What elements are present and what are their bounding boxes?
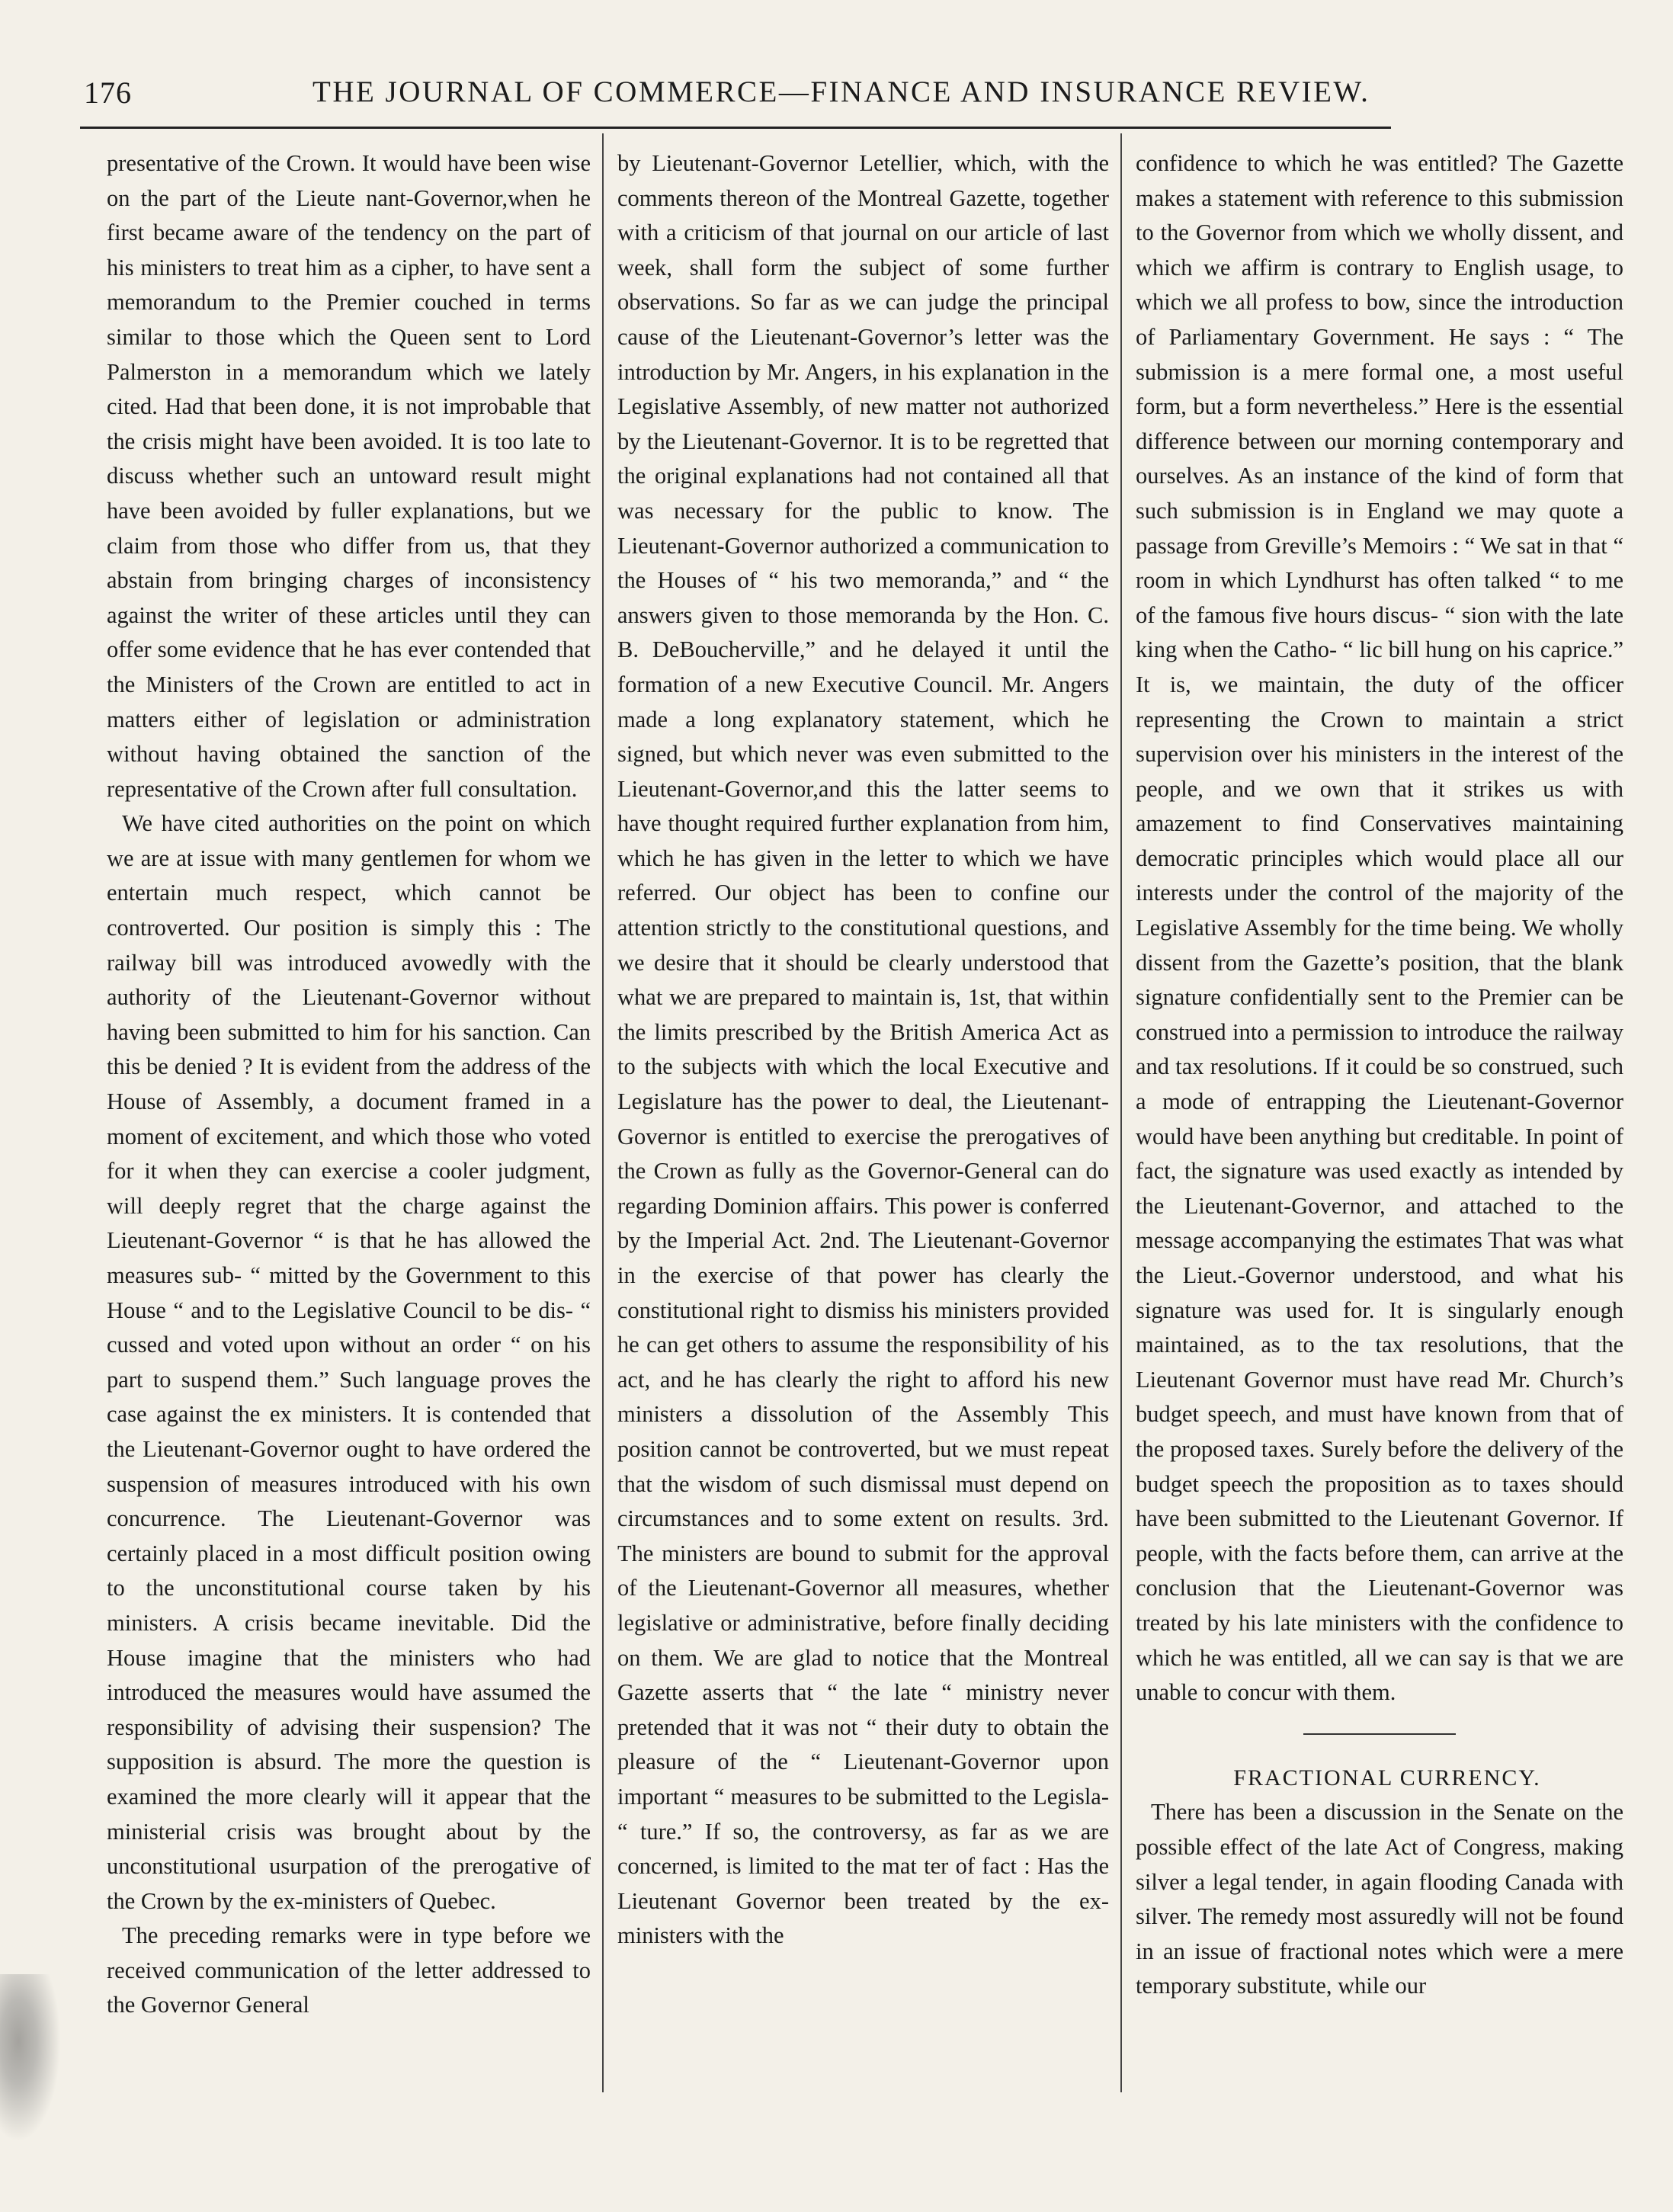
article-paragraph: We have cited authorities on the point on which we are at issue with many gentlemen for whom we entertain much respect, which cannot be controverted. Our position is simply this : The railway bill was introduced avowedly with the authority of the Lieutenant-Governor without having been submitted to him for his sanction. Can this be denied ? It is evident from the address of the House of Assembly, a document framed in a moment of excitement, and which those who voted for it when they can exercise a cooler judgment, will deeply regret that the charge against the Lieutenant-Governor “ is that he has allowed the measures sub- “ mitted by the Government to this House “ and to the Legislative Council to be dis- “ cussed and voted upon without an order “ on his part to suspend them.” Such language proves the case against the ex ministers. It is contended that the Lieutenant-Governor ought to have ordered the suspension of measures introduced with his own concurrence. The Lieutenant-Governor was certainly placed in a most difficult position owing to the unconstitutional course taken by his ministers. A crisis became inevitable. Did the House imagine that the ministers who had introduced the measures would have assumed the responsibility of advising their suspension? The supposition is absurd. The more the question is examined the more clearly will it appear that the ministerial crisis was brought about by the unconstitutional usurpation of the prerogative of the Crown by the ex-ministers of Quebec. <box>107 810 591 1914</box>
column-2 <box>617 146 1109 2067</box>
section-title: FRACTIONAL CURRENCY. <box>1233 1765 1541 1790</box>
section-separator <box>1303 1733 1456 1735</box>
column-divider <box>1120 133 1122 2092</box>
scan-artifact <box>0 1974 61 2142</box>
article-paragraph: presentative of the Crown. It would have been wise on the part of the Lieute nant-Governor,when he first became aware of the tendency on the part of his ministers to treat him as a cipher, to have sent a memorandum to the Premier couched in terms similar to those which the Queen sent to Lord Palmerston in a memorandum which we lately cited. Had that been done, it is not improbable that the crisis might have been avoided. It is too late to discuss whether such an untoward result might have been avoided by fuller explanations, but we claim from those who differ from us, that they abstain from bringing charges of inconsistency against the writer of these articles until they can offer some evidence that he has ever contended that the Ministers of the Crown are entitled to act in matters either of legislation or administration without having obtained the sanction of the representative of the Crown after full consultation. <box>107 150 591 802</box>
column-1 <box>107 146 591 2067</box>
page-header <box>84 75 1456 120</box>
column-3 <box>1136 146 1623 2067</box>
page-number: 176 <box>84 75 132 110</box>
header-rule <box>80 127 1391 129</box>
column-divider <box>602 133 604 2092</box>
article-paragraph: There has been a discussion in the Senate on the possible effect of the late Act of Congress, making silver a legal tender, in again flooding Canada with silver. The remedy most assuredly will not be found in an issue of fractional notes which were a mere temporary substitute, while our <box>1136 1799 1623 1999</box>
article-paragraph: by Lieutenant-Governor Letellier, which, with the comments thereon of the Montreal Gazette, together with a criticism of that journal on our article of last week, shall form the subject of some further observations. So far as we can judge the principal cause of the Lieutenant-Governor’s letter was the introduction by Mr. Angers, in his explanation in the Legislative Assembly, of new matter not authorized by the Lieutenant-Governor. It is to be regretted that the original explanations had not contained all that was necessary for the public to know. The Lieutenant-Governor authorized a communication to the Houses of “ his two memoranda,” and “ the answers given to those memoranda by the Hon. C. B. DeBoucherville,” and he delayed it until the formation of a new Executive Council. Mr. Angers made a long explanatory statement, which he signed, but which never was even submitted to the Lieutenant-Governor,and this the latter seems to have thought required further explanation from him, which he has given in the letter to which we have referred. Our object has been to confine our attention strictly to the constitutional questions, and we desire that it should be clearly understood that what we are prepared to maintain is, 1st, that within the limits prescribed by the British America Act as to the subjects with which the local Executive and Legislature has the power to deal, the Lieutenant-Governor is entitled to exercise the prerogatives of the Crown as fully as the Governor-General can do regarding Dominion affairs. This power is conferred by the Imperial Act. 2nd. The Lieutenant-Governor in the exercise of that power has clearly the constitutional right to dismiss his ministers provided he can get others to assume the responsibility of his act, and he has clearly the right to afford his new ministers a dissolution of the Assembly This position cannot be controverted, but we must repeat that the wisdom of such dismissal must depend on circumstances and to some extent on results. 3rd. The ministers are bound to submit for the approval of the Lieutenant-Governor all measures, whether legislative or administrative, before finally deciding on them. We are glad to notice that the Montreal Gazette asserts that “ the late “ ministry never pretended that it was not “ their duty to obtain the pleasure of the “ Lieutenant-Governor upon important “ measures to be submitted to the Legisla- “ ture.” If so, the controversy, as far as we are concerned, is limited to the mat ter of fact : Has the Lieutenant Governor been treated by the ex-ministers with the <box>617 150 1109 1949</box>
running-title: THE JOURNAL OF COMMERCE—FINANCE AND INSURANCE REVIEW. <box>312 75 1370 108</box>
article-paragraph: confidence to which he was entitled? The Gazette makes a statement with reference to this submission to the Governor from which we wholly dissent, and which we affirm is contrary to English usage, to which we all profess to bow, since the introduction of Parliamentary Government. He says : “ The submission is a mere formal one, a most useful form, but a form nevertheless.” Here is the essential difference between our morning contemporary and ourselves. As an instance of the kind of form that such submission is in England we may quote a passage from Greville’s Memoirs : “ We sat in that “ room in which Lyndhurst has often talked “ to me of the famous five hours discus- “ sion with the late king when the Catho- “ lic bill hung on his caprice.” It is, we maintain, the duty of the officer representing the Crown to maintain a strict supervision over his ministers in the interest of the people, and we own that it strikes us with amazement to find Conservatives maintaining democratic principles which would place all our interests under the control of the majority of the Legislative Assembly for the time being. We wholly dissent from the Gazette’s position, that the blank signature confidentially sent to the Premier can be construed into a permission to introduce the railway and tax resolutions. If it could be so construed, such a mode of entrapping the Lieutenant-Governor would have been anything but creditable. In point of fact, the signature was used exactly as intended by the Lieutenant-Governor, and attached to the message accompanying the estimates That was what the Lieut.-Governor understood, and what his signature was used for. It is singularly enough maintained, as to the tax resolutions, that the Lieutenant Governor must have read Mr. Church’s budget speech, and must have known from that of the proposed taxes. Surely before the delivery of the budget speech the proposition as to taxes should have been submitted to the Lieutenant Governor. If people, with the facts before them, can arrive at the conclusion that the Lieutenant-Governor was treated by his late ministers with the confidence to which he was entitled, all we can say is that we are unable to concur with them. <box>1136 150 1623 1706</box>
article-paragraph: The preceding remarks were in type before we received communication of the letter addressed to the Governor General <box>107 1922 591 2018</box>
